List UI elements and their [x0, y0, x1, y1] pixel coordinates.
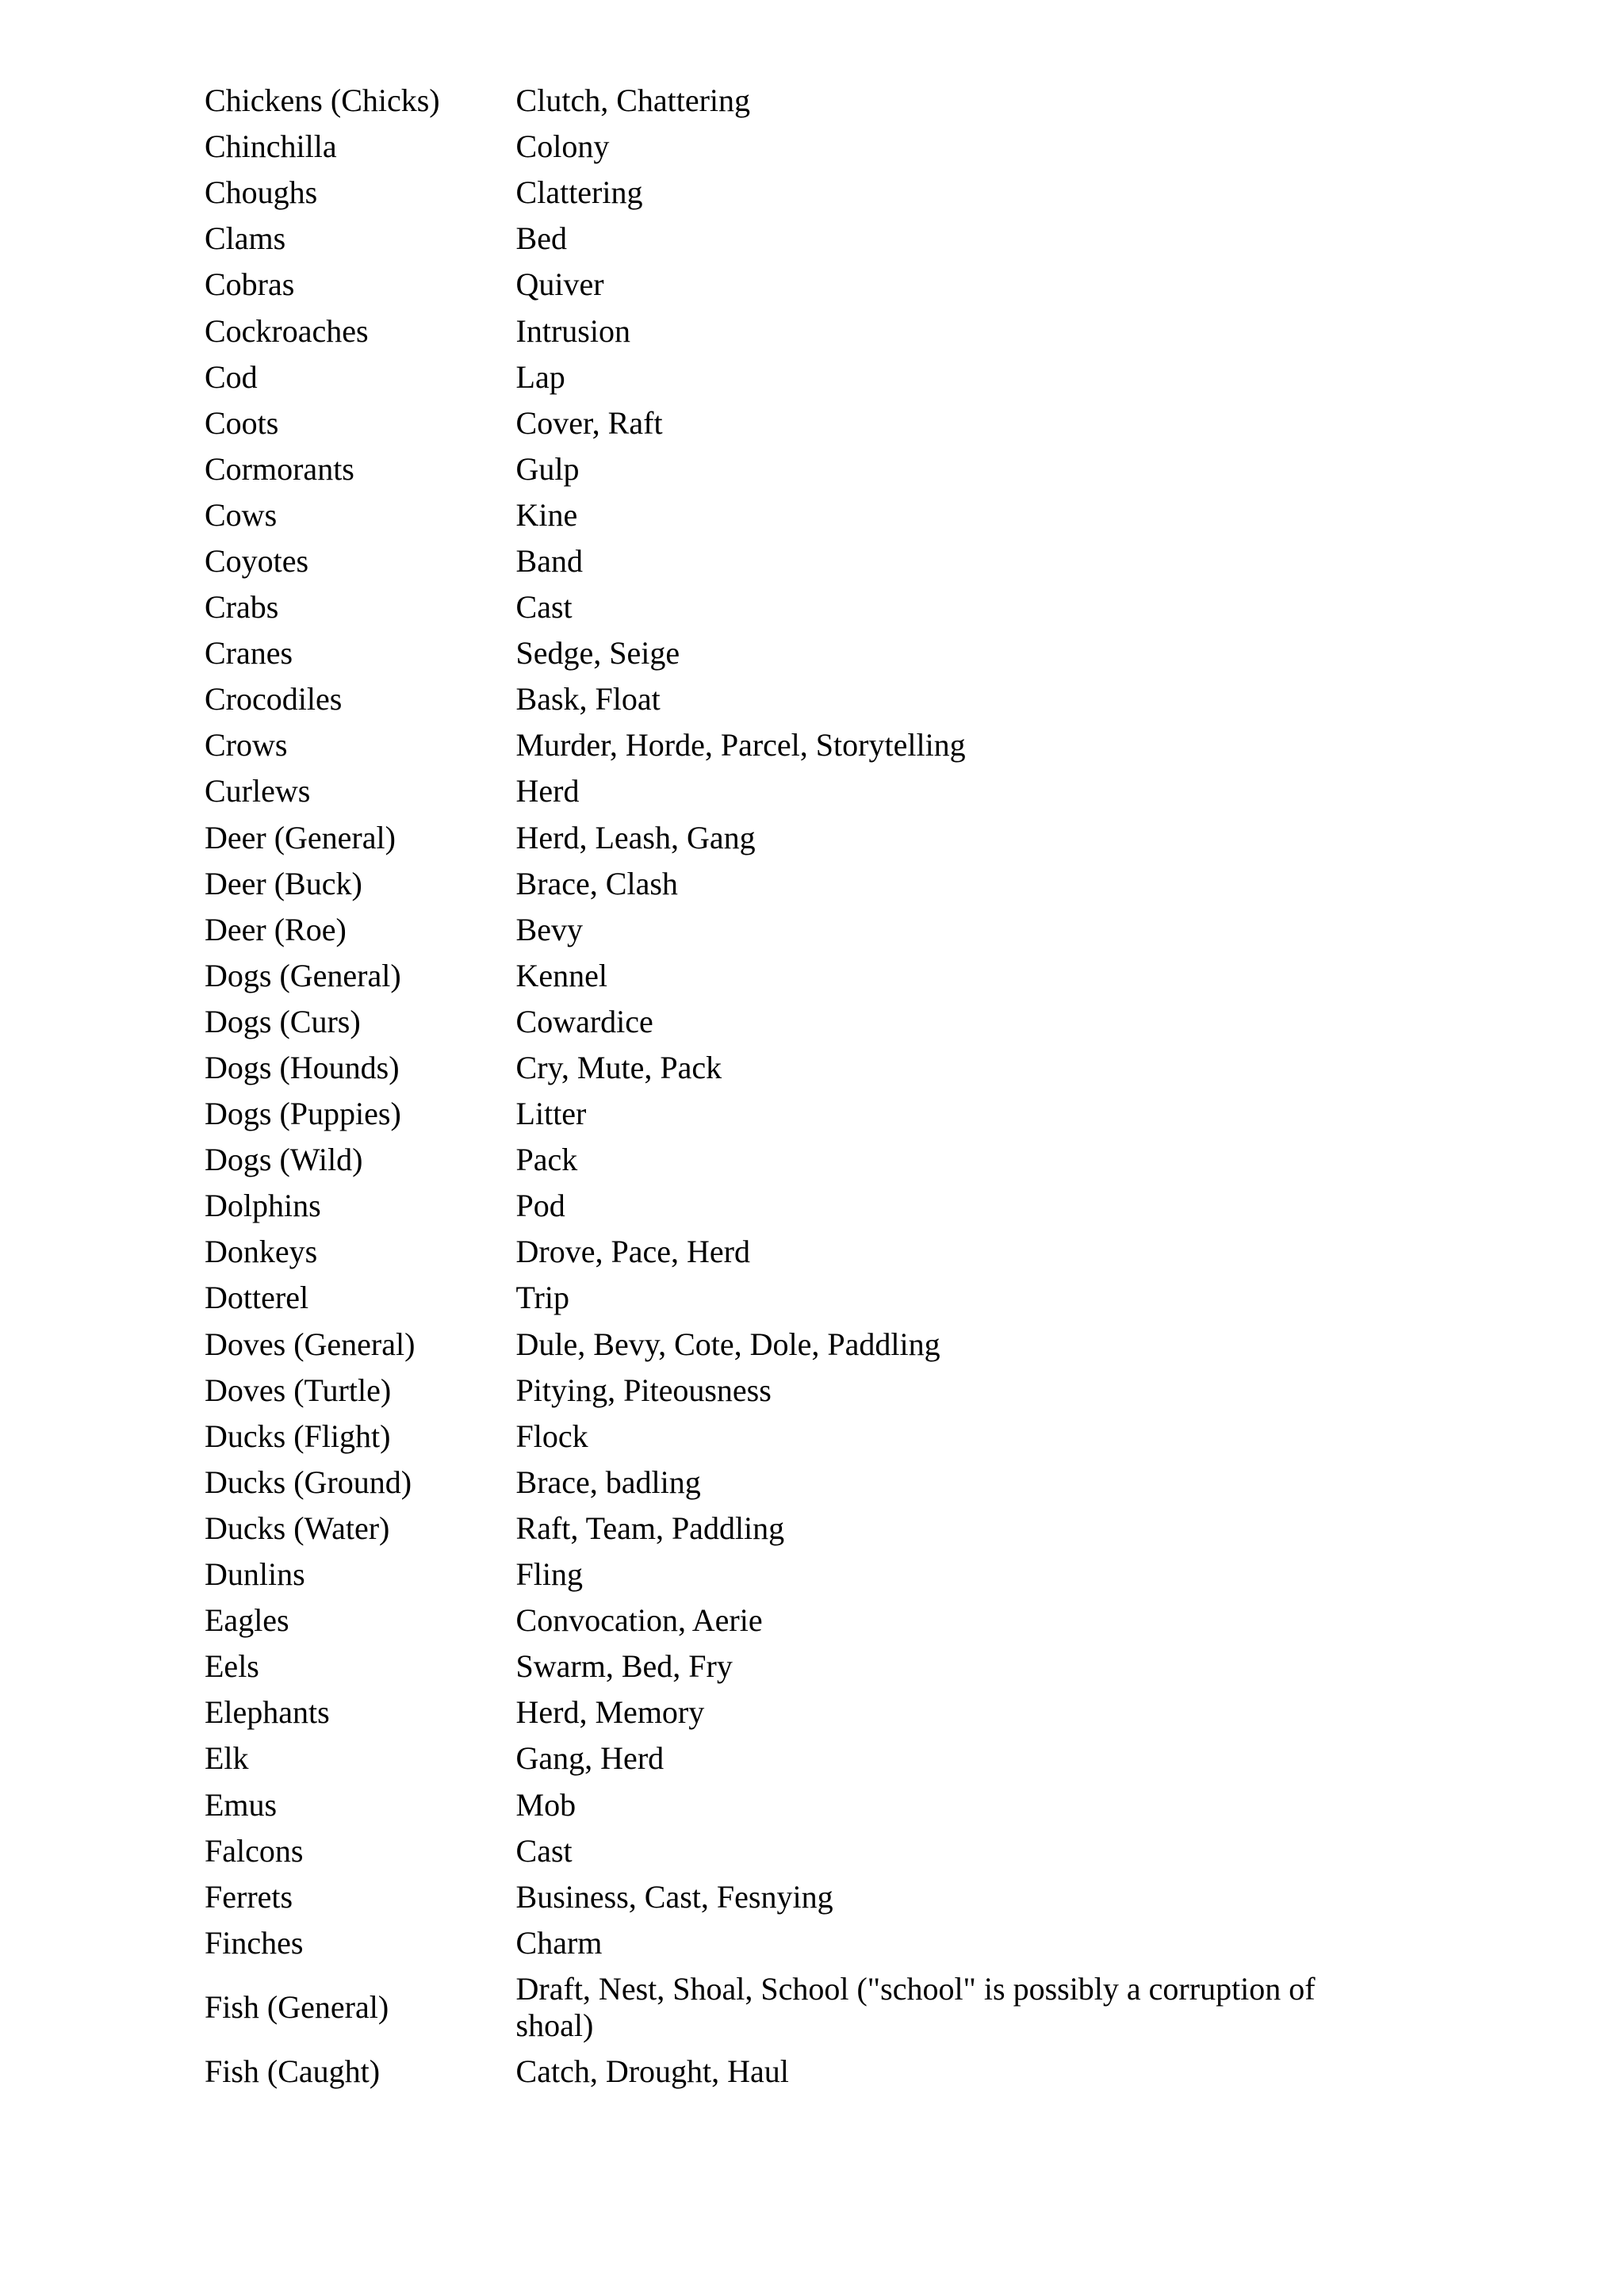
collective-name-cell: Pack	[515, 1142, 578, 1178]
table-row	[200, 1414, 1389, 1460]
animal-cell: Deer (Roe)	[205, 911, 347, 947]
collective-name-cell: Draft, Nest, Shoal, School ("school" is possibly a corruption of shoal)	[515, 1970, 1316, 2043]
table-row	[200, 216, 1389, 262]
collective-name-cell: Brace, Clash	[515, 865, 678, 901]
table-row	[200, 170, 1389, 216]
animal-cell: Cod	[205, 358, 258, 395]
table-row	[200, 907, 1389, 953]
collective-name-cell: Fling	[515, 1556, 584, 1593]
collective-name-cell: Cowardice	[515, 1003, 653, 1039]
collective-name-cell: Intrusion	[515, 312, 630, 349]
table-row	[200, 124, 1389, 170]
collective-name-cell: Kine	[515, 496, 578, 533]
animal-cell: Ducks (Flight)	[205, 1418, 391, 1454]
table-body	[200, 78, 1389, 2095]
collective-name-cell: Bevy	[515, 911, 583, 947]
animal-cell: Ducks (Water)	[205, 1510, 390, 1546]
animal-cell: Crows	[205, 727, 288, 763]
animal-cell: Cranes	[205, 635, 293, 672]
animal-cell: Chickens (Chicks)	[205, 82, 440, 119]
animal-cell: Chinchilla	[205, 128, 337, 165]
animal-cell: Dogs (General)	[205, 957, 401, 993]
collective-name-cell: Swarm, Bed, Fry	[515, 1648, 733, 1685]
table-row	[200, 861, 1389, 907]
animal-cell: Doves (Turtle)	[205, 1372, 392, 1408]
table-row	[200, 953, 1389, 999]
table-row	[200, 1460, 1389, 1506]
table-row	[200, 1229, 1389, 1275]
collective-name-cell: Bed	[515, 220, 567, 257]
collective-name-cell: Brace, badling	[515, 1464, 701, 1500]
collective-name-cell: Mob	[515, 1786, 576, 1823]
animal-cell: Dolphins	[205, 1188, 321, 1224]
animal-cell: Choughs	[205, 174, 318, 211]
table-row	[200, 768, 1389, 814]
table-row	[200, 1828, 1389, 1874]
animal-cell: Dunlins	[205, 1556, 305, 1593]
collective-name-cell: Pitying, Piteousness	[515, 1372, 772, 1408]
animal-cell: Crabs	[205, 589, 279, 626]
collective-name-cell: Drove, Pace, Herd	[515, 1234, 750, 1270]
animal-cell: Cockroaches	[205, 312, 369, 349]
collective-name-cell: Cry, Mute, Pack	[515, 1050, 722, 1086]
collective-name-cell: Lap	[515, 358, 565, 395]
table-row	[200, 1552, 1389, 1598]
animal-cell: Curlews	[205, 773, 311, 809]
collective-name-cell: Raft, Team, Paddling	[515, 1510, 785, 1546]
animal-cell: Dogs (Hounds)	[205, 1050, 400, 1086]
table-row	[200, 1183, 1389, 1229]
table-row	[200, 308, 1389, 354]
animal-cell: Dogs (Wild)	[205, 1142, 363, 1178]
collective-name-cell: Clutch, Chattering	[515, 82, 751, 119]
table-row	[200, 815, 1389, 861]
animal-cell: Cormorants	[205, 450, 354, 487]
table-row	[200, 584, 1389, 630]
collective-name-cell: Cast	[515, 589, 573, 626]
collective-name-cell: Colony	[515, 128, 610, 165]
table-row	[200, 354, 1389, 400]
collective-name-cell: Kennel	[515, 957, 608, 993]
table-row	[200, 78, 1389, 124]
animal-cell: Ferrets	[205, 1878, 293, 1915]
collective-nouns-table	[200, 78, 1389, 2095]
collective-name-cell: Dule, Bevy, Cote, Dole, Paddling	[515, 1326, 940, 1362]
collective-name-cell: Herd, Leash, Gang	[515, 819, 756, 855]
table-row	[200, 1966, 1389, 2049]
table-row	[200, 1689, 1389, 1735]
collective-name-cell: Bask, Float	[515, 681, 661, 718]
animal-cell: Cows	[205, 496, 278, 533]
table-row	[200, 1137, 1389, 1183]
animal-cell: Crocodiles	[205, 681, 343, 718]
animal-cell: Coyotes	[205, 542, 309, 579]
animal-cell: Eels	[205, 1648, 259, 1685]
animal-cell: Cobras	[205, 266, 295, 303]
collective-name-cell: Band	[515, 542, 583, 579]
animal-cell: Clams	[205, 220, 286, 257]
table-row	[200, 1920, 1389, 1966]
table-row	[200, 999, 1389, 1045]
collective-name-cell: Herd, Memory	[515, 1694, 705, 1731]
table-row	[200, 400, 1389, 446]
animal-cell: Dogs (Curs)	[205, 1003, 361, 1039]
animal-cell: Deer (Buck)	[205, 865, 362, 901]
collective-name-cell: Convocation, Aerie	[515, 1602, 763, 1639]
animal-cell: Finches	[205, 1924, 304, 1961]
animal-cell: Donkeys	[205, 1234, 318, 1270]
table-row	[200, 1091, 1389, 1137]
collective-name-cell: Sedge, Seige	[515, 635, 680, 672]
collective-name-cell: Cover, Raft	[515, 404, 663, 441]
table-row	[200, 262, 1389, 308]
table-row	[200, 538, 1389, 584]
table-row	[200, 722, 1389, 768]
animal-cell: Fish (General)	[205, 1988, 389, 2025]
collective-name-cell: Gang, Herd	[515, 1740, 665, 1777]
table-row	[200, 1735, 1389, 1781]
collective-name-cell: Litter	[515, 1096, 587, 1132]
animal-cell: Doves (General)	[205, 1326, 416, 1362]
animal-cell: Dogs (Puppies)	[205, 1096, 401, 1132]
animal-cell: Eagles	[205, 1602, 289, 1639]
collective-name-cell: Pod	[515, 1188, 565, 1224]
animal-cell: Coots	[205, 404, 279, 441]
collective-name-cell: Clattering	[515, 174, 643, 211]
table-row	[200, 1874, 1389, 1920]
table-row	[200, 1506, 1389, 1552]
collective-name-cell: Catch, Drought, Haul	[515, 2053, 789, 2089]
table-row	[200, 2049, 1389, 2095]
table-row	[200, 1045, 1389, 1091]
animal-cell: Falcons	[205, 1832, 304, 1869]
collective-name-cell: Gulp	[515, 450, 580, 487]
animal-cell: Fish (Caught)	[205, 2053, 381, 2089]
table-row	[200, 676, 1389, 722]
table-row	[200, 1781, 1389, 1827]
animal-cell: Deer (General)	[205, 819, 396, 855]
collective-name-cell: Business, Cast, Fesnying	[515, 1878, 833, 1915]
animal-cell: Dotterel	[205, 1280, 309, 1316]
collective-name-cell: Charm	[515, 1924, 603, 1961]
collective-name-cell: Herd	[515, 773, 580, 809]
table-row	[200, 1598, 1389, 1644]
table-row	[200, 1275, 1389, 1321]
collective-name-cell: Flock	[515, 1418, 588, 1454]
collective-name-cell: Cast	[515, 1832, 573, 1869]
animal-cell: Elephants	[205, 1694, 330, 1731]
animal-cell: Elk	[205, 1740, 249, 1777]
collective-name-cell: Murder, Horde, Parcel, Storytelling	[515, 727, 966, 763]
table-row	[200, 630, 1389, 676]
table-row	[200, 446, 1389, 492]
table-row	[200, 1322, 1389, 1368]
table-row	[200, 1368, 1389, 1414]
collective-name-cell: Trip	[515, 1280, 569, 1316]
table-row	[200, 1644, 1389, 1689]
collective-name-cell: Quiver	[515, 266, 604, 303]
table-row	[200, 492, 1389, 538]
animal-cell: Emus	[205, 1786, 278, 1823]
animal-cell: Ducks (Ground)	[205, 1464, 412, 1500]
